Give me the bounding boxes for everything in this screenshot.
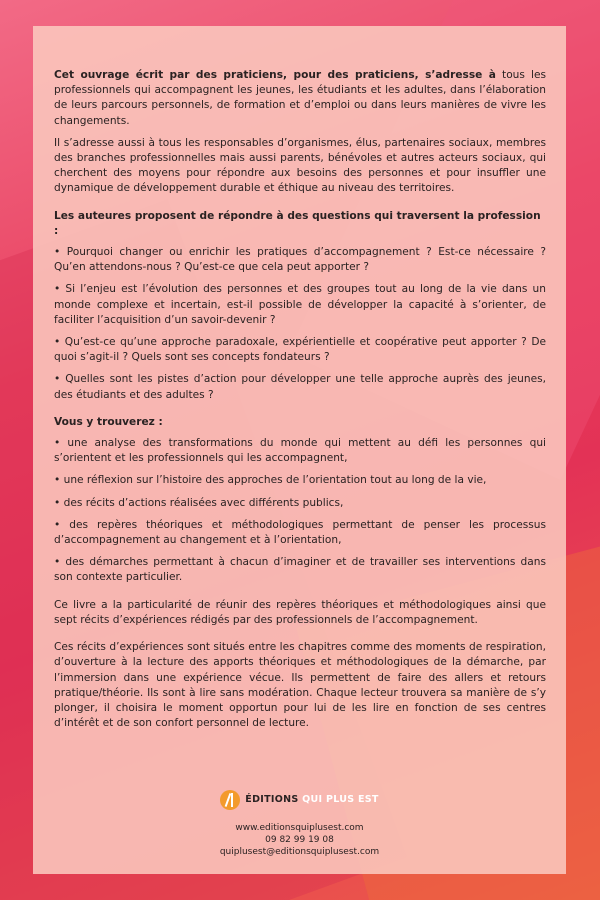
publisher-email[interactable]: quiplusest@editionsquiplusest.com [219,847,380,857]
publisher-logo [33,790,566,810]
contents-item: • des démarches permettant à chacun d’imaginer et de travailler ses interventions dans son contexte particulier. [54,556,546,584]
intro-bold: Cet ouvrage écrit par des praticiens, pour des praticiens, s’adresse à [54,69,496,81]
contents-item: • des récits d’actions réalisées avec différents publics, [54,496,344,509]
closing-paragraph-1: Ce livre a la particularité de réunir des repères théoriques et méthodologiques ainsi que sept récits d’expériences rédigés par des professionnels de l’accompagnement. [54,598,546,626]
question-item: • Si l’enjeu est l’évolution des personnes et des groupes tout au long de la vie dans un monde complexe et incertain, est-il possible de développer la capacité à s’orienter, de faciliter l’acquisition d’un savoir-devenir ? [54,283,546,326]
publisher-name-part1: ÉDITIONS [245,794,299,805]
contents-heading: Vous y trouverez : [54,415,163,428]
closing-paragraph-2: Ces récits d’expériences sont situés entre les chapitres comme des moments de respiration, d’ouverture à la lecture des apports théoriques et méthodologiques de la démarche, par l’immersion dans une expérience vécue. Ils permettent de faire des allers et retours pratique/théorie. Ils sont à lire sans modération. Chaque lecteur trouvera sa manière de s’y plonger, il choisira le moment opportun pour lui de les lire en fonction de ses centres d’intérêt et de son confort personnel de lecture. [54,641,546,730]
publisher-name [245,794,378,806]
questions-heading: Les auteures proposent de répondre à des questions qui traversent la profession : [54,209,541,237]
contents-item: • une réflexion sur l’histoire des approches de l’orientation tout au long de la vie, [54,474,487,487]
question-item: • Quelles sont les pistes d’action pour développer une telle approche auprès des jeunes, des étudiants et des adultes ? [54,373,546,401]
contents-item: • des repères théoriques et méthodologiques permettant de penser les processus d’accompagnement au changement et à l’orientation, [54,518,546,547]
question-item: • Pourquoi changer ou enrichir les pratiques d’accompagnement ? Est-ce nécessaire ? Qu’en attendons-nous ? Qu’est-ce que cela peut apporter ? [54,246,546,274]
intro-paragraph-1 [54,68,546,129]
intro-paragraph-2: Il s’adresse aussi à tous les responsables d’organismes, élus, partenaires sociaux, membres des branches professionnelles mais aussi parents, bénévoles et autres acteurs sociaux, qui cherchent des moyens pour répondre aux besoins des personnes et pour insuffler une dynamique de développement durable et éthique au niveau des territoires. [54,136,546,195]
question-item: • Qu’est-ce qu’une approche paradoxale, expérientielle et coopérative peut apporter ? De quoi s’agit-il ? Quels sont ses concepts fondateurs ? [54,336,546,364]
publisher-footer [33,790,566,858]
publisher-phone: 09 82 99 19 08 [265,835,334,845]
back-cover-text [54,68,546,738]
publisher-website[interactable]: www.editionsquiplusest.com [235,823,364,833]
intro-rest: tous les professionnels qui accompagnent les jeunes, les étudiants et les adultes, dans l’élaboration de leurs parcours personnels, de formation et d’emploi ou dans leurs manières de vivre les changements. [54,69,546,127]
publisher-name-part2: QUI PLUS EST [298,794,379,805]
publisher-logo-icon [220,790,240,810]
contents-item: • une analyse des transformations du monde qui mettent au défi les personnes qui s’orientent et les professionnels qui les accompagnent, [54,437,546,465]
